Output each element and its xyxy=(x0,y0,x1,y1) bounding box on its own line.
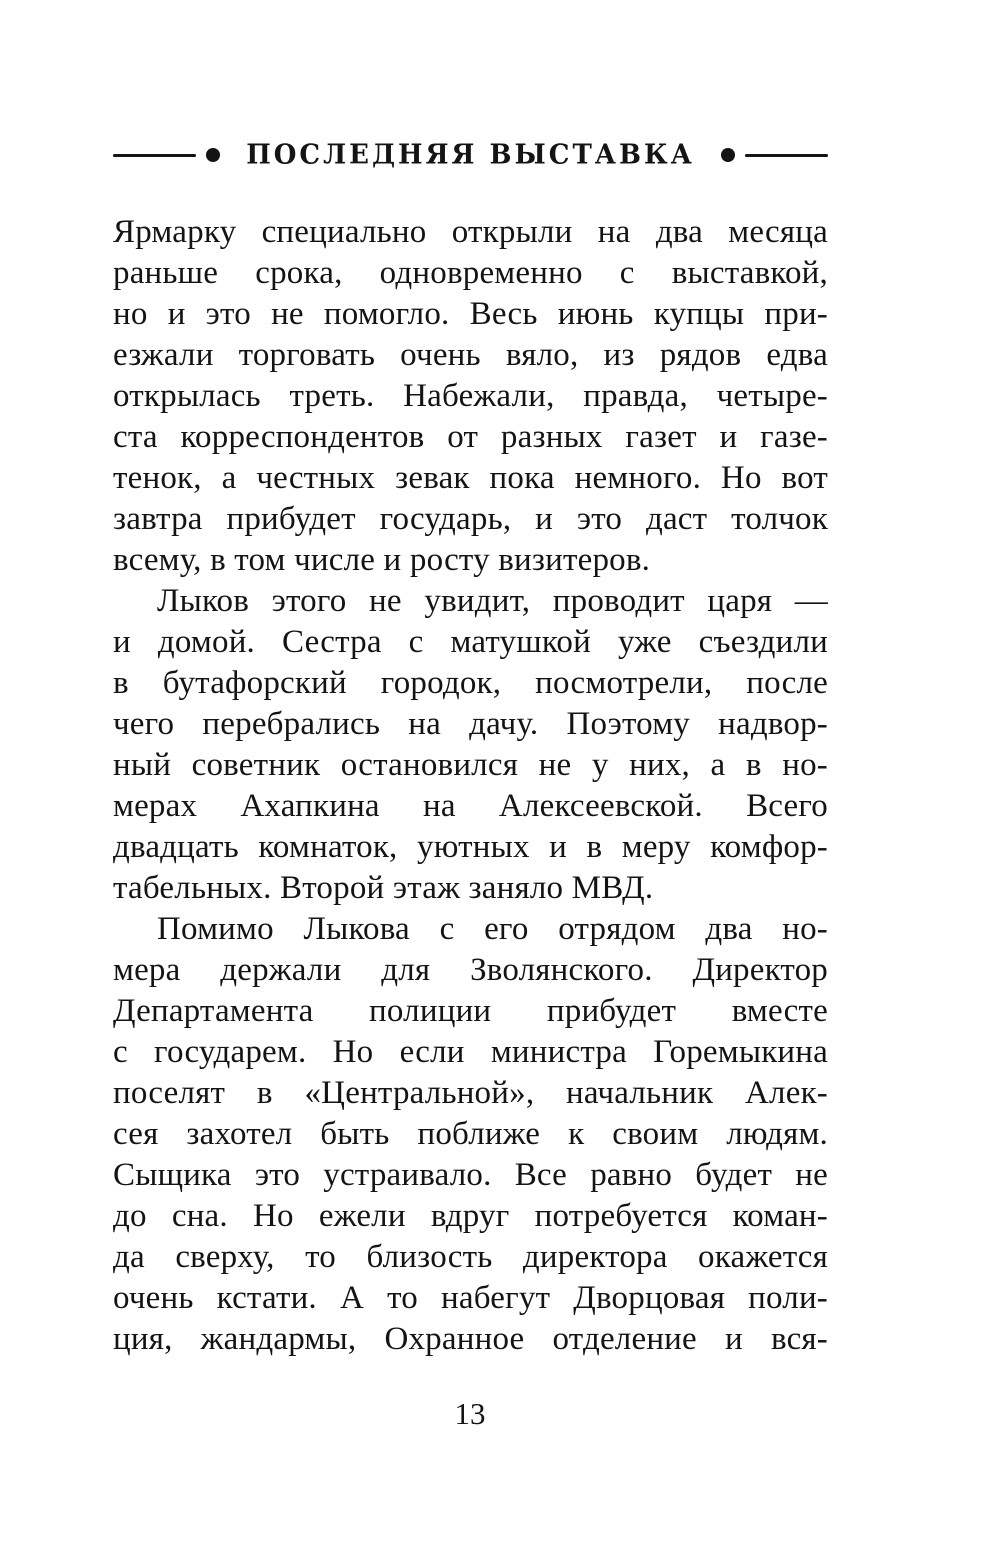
header-rule-right xyxy=(745,154,828,157)
text-line: да сверху, то близость директора окажется xyxy=(113,1239,828,1275)
text-line: чего перебрались на дачу. Поэтому надвор- xyxy=(113,706,828,742)
header-dot-left-icon xyxy=(206,148,220,162)
text-line: ста корреспондентов от разных газет и газе- xyxy=(113,419,828,455)
text-line: Помимо Лыкова с его отрядом два но- xyxy=(157,911,828,947)
paragraph xyxy=(113,909,828,1360)
body-text xyxy=(113,212,828,1360)
text-line: раньше срока, одновременно с выставкой, xyxy=(113,255,828,291)
text-line: с государем. Но если министра Горемыкина xyxy=(113,1034,828,1070)
text-line: в бутафорский городок, посмотрели, после xyxy=(113,665,828,701)
paragraph xyxy=(113,212,828,581)
chapter-title: ПОСЛЕДНЯЯ ВЫСТАВКА xyxy=(246,139,695,171)
text-line: табельных. Второй этаж заняло МВД. xyxy=(113,870,654,906)
text-line: Ярмарку специально открыли на два месяца xyxy=(113,214,828,250)
text-line: Сыщика это устраивало. Все равно будет не xyxy=(113,1157,828,1193)
text-line: но и это не помогло. Весь июнь купцы при- xyxy=(113,296,828,332)
page-footer xyxy=(0,1396,940,1432)
text-line: мера держали для Зволянского. Директор xyxy=(113,952,828,988)
paragraph xyxy=(113,581,828,909)
text-line: завтра прибудет государь, и это даст толчок xyxy=(113,501,828,537)
text-line: и домой. Сестра с матушкой уже съездили xyxy=(113,624,828,660)
text-line: открылась треть. Набежали, правда, четыре- xyxy=(113,378,828,414)
text-line: езжали торговать очень вяло, из рядов едва xyxy=(113,337,828,373)
text-line: очень кстати. А то набегут Дворцовая поли- xyxy=(113,1280,828,1316)
text-line: поселят в «Центральной», начальник Алек- xyxy=(113,1075,828,1111)
header-rule-left xyxy=(113,154,196,157)
text-line: до сна. Но ежели вдруг потребуется коман- xyxy=(113,1198,828,1234)
text-line: тенок, а честных зевак пока немного. Но вот xyxy=(113,460,828,496)
text-line: Лыков этого не увидит, проводит царя — xyxy=(157,583,828,619)
text-line: двадцать комнаток, уютных и в меру комфор- xyxy=(113,829,828,865)
header-dot-right-icon xyxy=(721,148,735,162)
text-line: Департамента полиции прибудет вместе xyxy=(113,993,828,1029)
text-line: всему, в том числе и росту визитеров. xyxy=(113,542,651,578)
page-number: 13 xyxy=(454,1396,486,1431)
text-line: ный советник остановился не у них, а в но- xyxy=(113,747,828,783)
text-line: ция, жандармы, Охранное отделение и вся- xyxy=(113,1321,828,1357)
text-line: мерах Ахапкина на Алексеевской. Всего xyxy=(113,788,828,824)
text-line: сея захотел быть поближе к своим людям. xyxy=(113,1116,828,1152)
running-header xyxy=(113,140,828,170)
